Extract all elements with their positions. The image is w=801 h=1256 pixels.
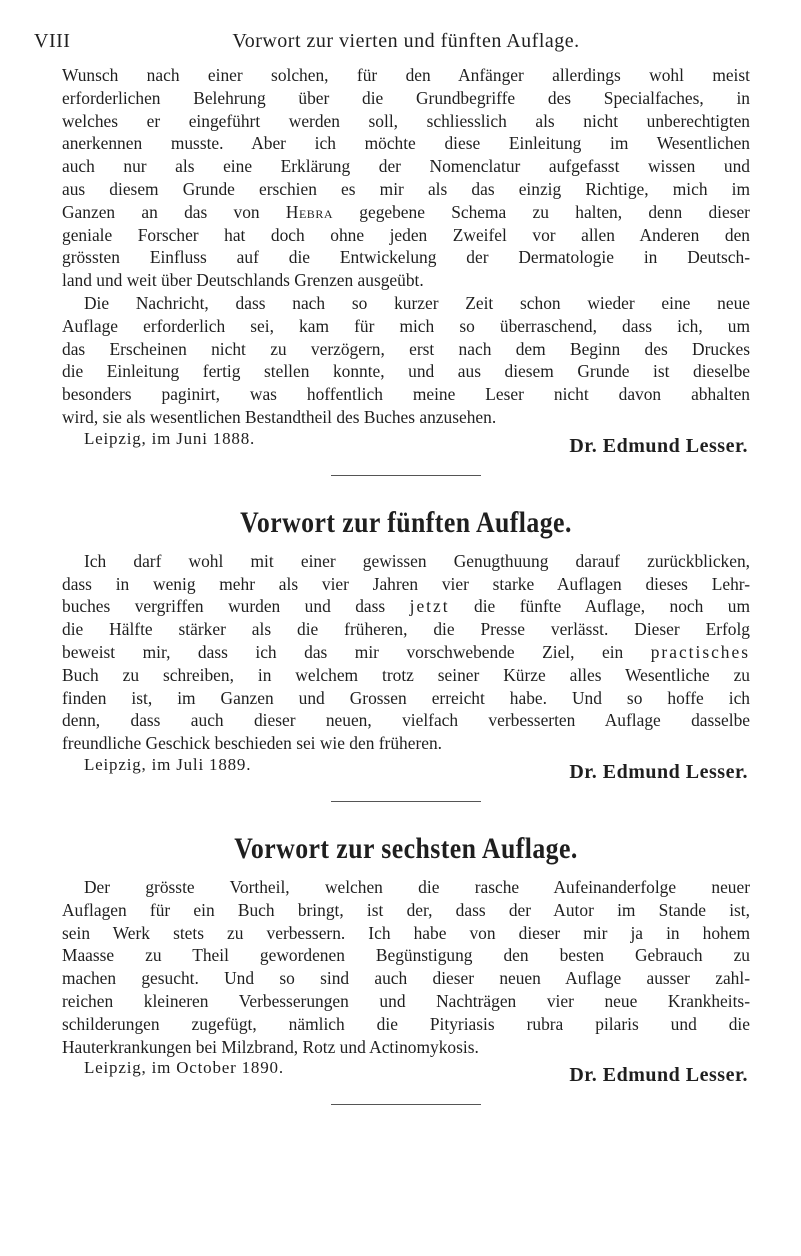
running-head (34, 30, 750, 64)
text-line: finden ist, im Ganzen und Grossen erreicht habe. Und so hoffe ich (62, 687, 750, 708)
text-fragment: Ganzen an das von (62, 201, 260, 222)
text-line: Hauterkrankungen bei Milzbrand, Rotz und Actinomykosis. (62, 1036, 479, 1057)
text-line (62, 641, 750, 664)
text-line: anerkennen musste. Aber ich möchte diese Einleitung im Wesentlichen (62, 133, 750, 154)
text-line (62, 595, 750, 618)
text-line (62, 201, 750, 224)
signature: Dr. Edmund Lesser. (569, 1064, 748, 1087)
signature: Dr. Edmund Lesser. (569, 434, 748, 457)
text-line: denn, dass auch dieser neuen, vielfach verbesserten Auflage dasselbe (62, 710, 750, 731)
preface-6 (62, 876, 750, 1058)
text-line: aus diesem Grunde erschien es mir als das einzig Richtige, mich im (62, 178, 750, 199)
signature: Dr. Edmund Lesser. (569, 760, 748, 783)
section-divider (331, 475, 481, 476)
text-line: Wunsch nach einer solchen, für den Anfänger allerdings wohl meist (62, 65, 750, 85)
text-line: Buch zu schreiben, in welchem trotz seiner Kürze alles Wesentliche zu (62, 664, 750, 685)
text-line: Die Nachricht, dass nach so kurzer Zeit schon wieder eine neue (84, 292, 750, 313)
text-line: die Hälfte stärker als die früheren, die Presse verlässt. Dieser Erfolg (62, 619, 750, 640)
section-divider (331, 1104, 481, 1105)
place-date: Leipzig, im Juli 1889. (84, 754, 252, 774)
text-line: Maasse zu Theil gewordenen Begünstigung den besten Gebrauch zu (62, 945, 750, 966)
emphasis: jetzt (409, 596, 450, 617)
author-name-hebra: Hebra (285, 201, 333, 222)
text-line: erforderlichen Belehrung über die Grundbegriffe des Specialfaches, in (62, 87, 750, 108)
text-line: dass in wenig mehr als vier Jahren vier starke Auflagen dieses Lehr- (62, 573, 750, 594)
text-line: das Erscheinen nicht zu verzögern, erst nach dem Beginn des Druckes (62, 338, 750, 359)
text-line: auch nur als eine Erklärung der Nomenclatur aufgefasst wissen und (62, 156, 750, 177)
text-line: Auflagen für ein Buch bringt, ist der, dass der Autor im Stande ist, (62, 899, 750, 920)
text-line: Der grösste Vortheil, welchen die rasche Aufeinanderfolge neuer (84, 876, 750, 897)
emphasis: practisches (650, 641, 750, 662)
text-line: Ich darf wohl mit einer gewissen Genugthuung darauf zurückblicken, (84, 550, 750, 571)
text-line: wird, sie als wesentlichen Bestandtheil des Buches anzusehen. (62, 406, 497, 427)
preface-5 (62, 550, 750, 755)
text-line: land und weit über Deutschlands Grenzen ausgeübt. (62, 270, 424, 291)
place-date: Leipzig, im October 1890. (84, 1058, 284, 1078)
text-fragment: beweist mir, dass ich das mir vorschwebende Ziel, ein (62, 641, 624, 662)
text-line: welches er eingeführt werden soll, schliesslich als nicht unberechtigten (62, 110, 750, 131)
text-line: sein Werk stets zu verbessern. Ich habe von dieser mir ja in hohem (62, 922, 750, 943)
text-line: Auflage erforderlich sei, kam für mich so überraschend, dass ich, um (62, 315, 750, 336)
text-line: freundliche Geschick beschieden sei wie den früheren. (62, 733, 443, 754)
text-line: grössten Einfluss auf die Entwickelung der Dermatologie in Deutsch- (62, 247, 750, 268)
text-fragment: gegebene Schema zu halten, denn dieser (359, 201, 750, 222)
text-fragment: buches vergriffen wurden und dass (62, 596, 386, 617)
section-title: Vorwort zur fünften Auflage. (240, 505, 572, 539)
signature-block (62, 755, 750, 785)
section-divider (331, 801, 481, 802)
text-line: reichen kleineren Verbesserungen und Nachträgen vier neue Krankheits- (62, 990, 750, 1011)
running-title: Vorwort zur vierten und fünften Auflage. (232, 30, 580, 52)
place-date: Leipzig, im Juni 1888. (84, 428, 256, 448)
text-line: die Einleitung fertig stellen konnte, und aus diesem Grunde ist dieselbe (62, 361, 750, 382)
section-title: Vorwort zur sechsten Auflage. (234, 831, 578, 865)
signature-block (62, 1058, 750, 1088)
text-line: machen gesucht. Und so sind auch dieser neuen Auflage ausser zahl- (62, 968, 750, 989)
page-number: VIII (34, 30, 71, 52)
signature-block (62, 429, 750, 459)
text-line: geniale Forscher hat doch ohne jeden Zweifel vor allen Anderen den (62, 224, 750, 245)
text-line: besonders paginirt, was hoffentlich meine Leser nicht davon abhalten (62, 384, 750, 405)
text-fragment: die fünfte Auflage, noch um (474, 596, 750, 617)
preface-4-5-continuation (62, 64, 750, 429)
book-page (34, 30, 750, 1105)
text-line: schilderungen zugefügt, nämlich die Pityriasis rubra pilaris und die (62, 1013, 750, 1034)
